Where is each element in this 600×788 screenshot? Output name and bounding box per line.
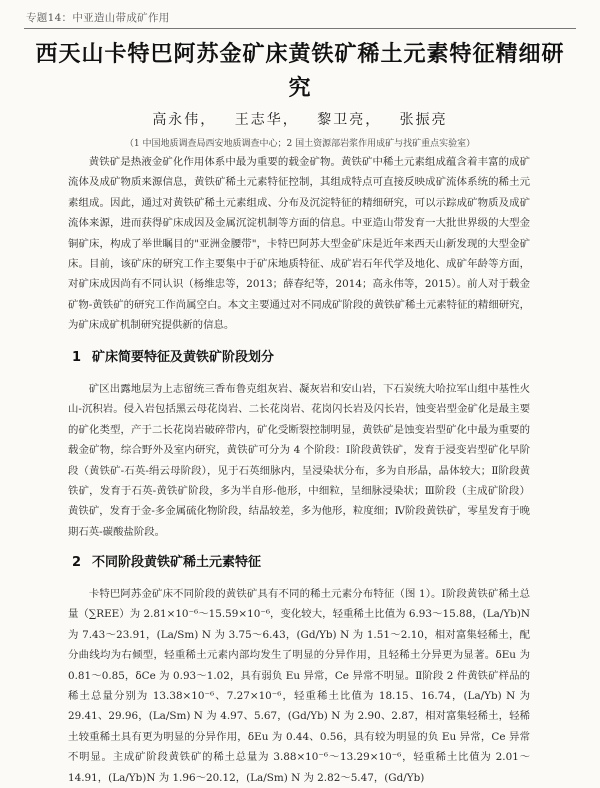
ree-paragraph: 卡特巴阿苏金矿床不同阶段的黄铁矿具有不同的稀土元素分布特征（图 1）。Ⅰ阶段黄铁矿稀土总量（∑REE）为 2.81×10⁻⁶～15.59×10⁻⁶，变化较大，轻重稀土比值为 6.93～15.88，(La/Yb)N 为 7.43～23.91，(La/Sm) N 为 3.75～6.43，(Gd/Yb) N 为 1.51～2.10，相对富集轻稀土，配分曲线均为右倾型，轻重稀土元素内部均发生了明显的分异作用，且轻稀土分异更为显著。δEu 为 0.81～0.85，δCe 为 0.93～1.02，具有弱负 Eu 异常，Ce 异常不明显。Ⅱ阶段 2 件黄铁矿样品的稀土总量分别为 13.38×10⁻⁶、7.27×10⁻⁶，轻重稀土比值为 18.15、16.74，(La/Yb) N 为 29.41、29.96，(La/Sm) N 为 4.97、5.67，(Gd/Yb) N 为 2.90、2.87，相对富集轻稀土，轻稀土较重稀土具有更为明显的分异作用，δEu 为 0.44、0.56，具有较为明显的负 Eu 异常，Ce 异常不明显。主成矿阶段黄铁矿的稀土总量为 3.88×10⁻⁶～13.29×10⁻⁶，轻重稀土比值为 2.01～14.91，(La/Yb)N 为 1.96～20.12，(La/Sm) N 为 2.82～5.47，(Gd/Yb)	[68, 588, 530, 784]
section-heading-2	[72, 551, 261, 570]
header-rule	[24, 28, 576, 29]
section-title: 矿床简要特征及黄铁矿阶段划分	[92, 350, 275, 365]
section-title: 不同阶段黄铁矿稀土元素特征	[92, 555, 262, 570]
section-number: 2	[72, 555, 82, 570]
paper-title: 西天山卡特巴阿苏金矿床黄铁矿稀土元素特征精细研究	[35, 42, 565, 101]
intro-paragraph: 黄铁矿是热液金矿化作用体系中最为重要的载金矿物。黄铁矿中稀土元素组成蕴含着丰富的成矿流体及成矿物质来源信息，黄铁矿稀土元素特征控制，其组成特点可直接反映成矿流体系统的稀土元素组成。因此，通过对黄铁矿稀土元素组成、分布及沉淀特征的精细研究，可以示踪成矿物质及成矿流体来源，进而获得矿床成因及金属沉淀机制等方面的信息。中亚造山带发育一大批世界级的大型金铜矿床，构成了举世瞩目的"亚洲金腰带"，卡特巴阿苏大型金矿床是近年来西天山新发现的大型金矿床。目前，该矿床的研究工作主要集中于矿床地质特征、成矿岩石年代学及地化、成矿年龄等方面，对矿床成因尚有不同认识（杨维忠等，2013；薛春纪等，2014；高永伟等，2015）。前人对于载金矿物-黄铁矿的研究工作尚属空白。本文主要通过对不同成矿阶段的黄铁矿稀土元素特征的精细研究，为矿床成矿机制研究提供新的信息。	[68, 156, 530, 332]
section-heading-1	[72, 346, 274, 365]
geology-paragraph: 矿区出露地层为上志留统三香布鲁克组灰岩、凝灰岩和安山岩，下石炭统大哈拉军山组中基性火山-沉积岩。侵入岩包括黑云母花岗岩、二长花岗岩、花岗闪长岩及闪长岩，蚀变岩型金矿化是最主要的矿化类型，产于二长花岗岩破碎带内，矿化受断裂控制明显，黄铁矿是蚀变岩型矿化中最为重要的载金矿物，综合野外及室内研究，黄铁矿可分为 4 个阶段：Ⅰ阶段黄铁矿，发育于浸变岩型矿化早阶段（黄铁矿-石英-绢云母阶段），见于石英细脉内，呈浸染状分布，多为自形晶，晶体较大；Ⅱ阶段黄铁矿，发育于石英-黄铁矿阶段，多为半自形-他形，中细粒，呈细脉浸染状；Ⅲ阶段（主成矿阶段）黄铁矿，发育于金-多金属硫化物阶段，结晶较差，多为他形，粒度细；Ⅳ阶段黄铁矿，零星发育于晚期石英-碳酸盐阶段。	[68, 383, 530, 538]
author-list: 高永伟， 王志华， 黎卫亮， 张振亮	[152, 112, 448, 128]
running-head: 专题14：中亚造山带成矿作用	[26, 12, 170, 24]
affiliation: （1 中国地质调查局西安地质调查中心；2 国土资源部岩浆作用成矿与找矿重点实验室）	[124, 139, 476, 149]
section-number: 1	[72, 350, 82, 365]
